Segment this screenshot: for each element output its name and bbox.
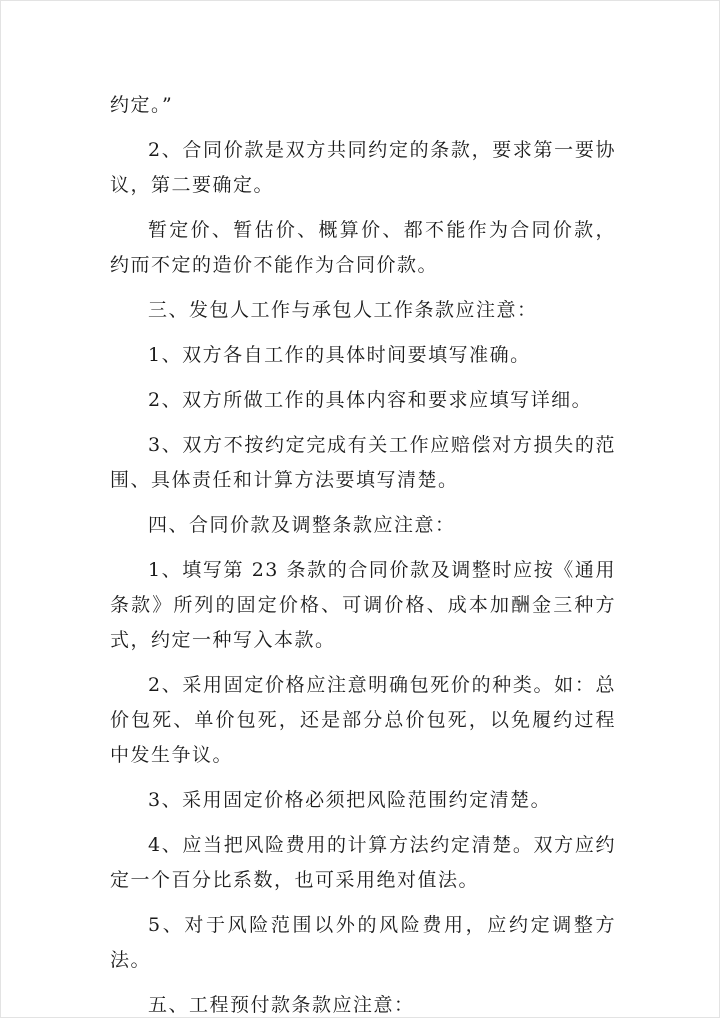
paragraph-4-2: 2、采用固定价格应注意明确包死价的种类。如：总价包死、单价包死，还是部分总价包死，以免履约过程中发生争议。 [110,674,616,766]
paragraph-4-4: 4、应当把风险费用的计算方法约定清楚。双方应约定一个百分比系数，也可采用绝对值法。 [110,834,616,891]
section-heading-5: 五、工程预付款条款应注意： [148,994,415,1016]
paragraph-4-1: 1、填写第 23 条款的合同价款及调整时应按《通用条款》所列的固定价格、可调价格、成本加酬金三种方式，约定一种写入本款。 [110,559,616,651]
section-heading-3: 三、发包人工作与承包人工作条款应注意： [148,299,538,321]
paragraph-3-3: 3、双方不按约定完成有关工作应赔偿对方损失的范围、具体责任和计算方法要填写清楚。 [110,434,616,491]
paragraph-3-2: 2、双方所做工作的具体内容和要求应填写详细。 [148,389,593,411]
document-body [110,88,616,1033]
paragraph-provisional-price: 暂定价、暂估价、概算价、都不能作为合同价款，约而不定的造价不能作为合同价款。 [110,219,616,276]
section-heading-4: 四、合同价款及调整条款应注意： [148,514,456,536]
paragraph-4-5: 5、对于风险范围以外的风险费用，应约定调整方法。 [110,914,616,971]
paragraph-4-3: 3、采用固定价格必须把风险范围约定清楚。 [148,789,552,811]
paragraph-continuation: 约定。” [110,94,174,116]
paragraph-price-agreement: 2、合同价款是双方共同约定的条款，要求第一要协议，第二要确定。 [110,139,616,196]
paragraph-3-1: 1、双方各自工作的具体时间要填写准确。 [148,344,531,366]
